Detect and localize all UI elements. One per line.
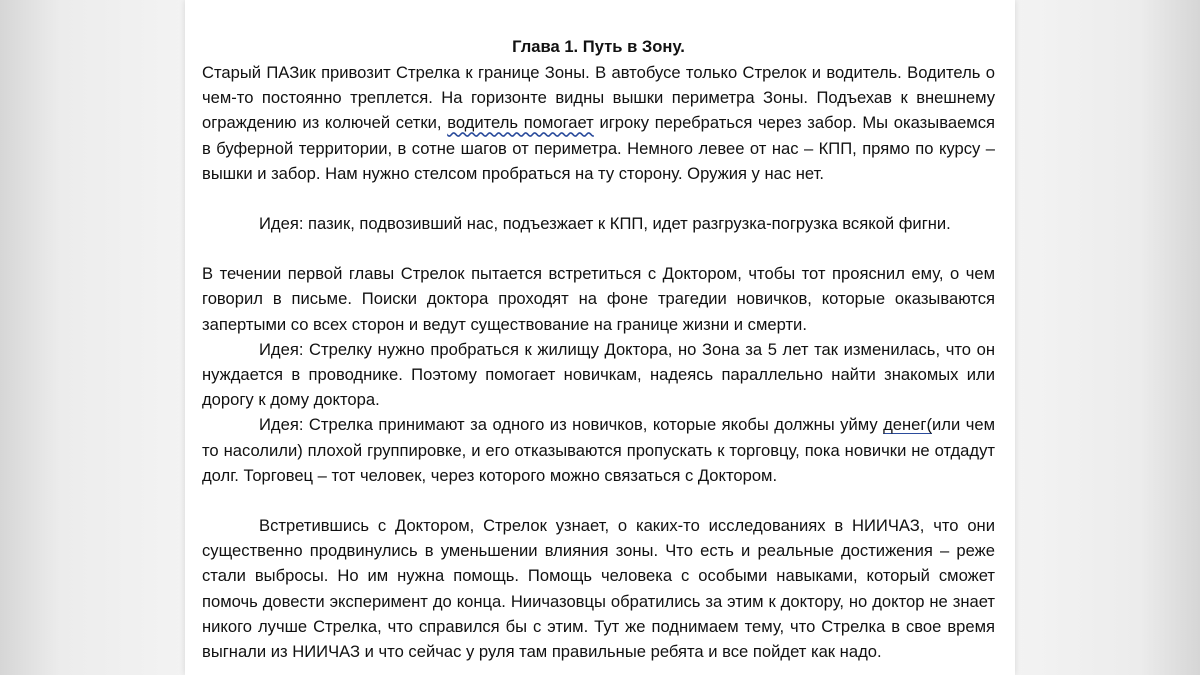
blank-line <box>202 236 995 261</box>
grammar-flag[interactable]: водитель помогает <box>447 113 594 133</box>
chapter-title: Глава 1. Путь в Зону. <box>512 37 685 56</box>
idea-3-text-end: или чем то насолили) плохой группировке, и его отказываются пропускать к торговцу, пока новички не отдадут долг. Торговец – тот человек, через которого можно связаться с Доктором. <box>202 415 995 485</box>
paragraph-intro-text-start: Старый ПАЗик привозит Стрелка к границе Зоны. В автобусе только Стрелок и водитель. Водитель о чем-то постоянно треплется. На горизонте видны вышки периметра Зоны. Подъехав к внешнему ограждению из колючей сетки, <box>202 63 995 133</box>
paragraph-niichaz: Встретившись с Доктором, Стрелок узнает, о каких-то исследованиях в НИИЧАЗ, что они существенно продвинулись в уменьшении влияния зоны. Что есть и реальные достижения – реже стали выбросы. Но им нужна помощь. Помощь человека с особыми навыками, который сможет помочь довести эксперимент до конца. Ниичазовцы обратились за этим к доктору, но доктор не знает никого лучше Стрелка, что справился бы с этим. Тут же поднимаем тему, что Стрелка в свое время выгнали из НИИЧАЗ и что сейчас у руля там правильные ребята и все пойдет как надо. <box>202 516 995 662</box>
idea-3-text-start: Идея: Стрелка принимают за одного из новичков, которые якобы должны уйму <box>259 415 884 435</box>
spelling-flag[interactable]: денег( <box>883 415 932 435</box>
paragraph-intro <box>202 60 995 186</box>
document-page <box>185 0 1015 675</box>
paragraph-doctor-search: В течении первой главы Стрелок пытается встретиться с Доктором, чтобы тот прояснил ему, о чем говорил в письме. Поиски доктора проходят на фоне трагедии новичков, которые оказываются запертыми со всех сторон и ведут существование на границе жизни и смерти. <box>202 264 995 334</box>
paragraph-intro-text-end: игроку перебраться через забор. Мы оказываемся в буферной территории, в сотне шагов от периметра. Немного левее от нас – КПП, прямо по курсу – вышки и забор. Нам нужно стелсом пробраться на ту сторону. Оружия у нас нет. <box>202 113 995 183</box>
idea-paragraph-3 <box>202 412 995 488</box>
blank-line <box>202 186 995 211</box>
blank-line <box>202 488 995 513</box>
idea-paragraph-1: Идея: пазик, подвозивший нас, подъезжает к КПП, идет разгрузка-погрузка всякой фигни. <box>259 214 951 234</box>
idea-paragraph-2: Идея: Стрелку нужно пробраться к жилищу Доктора, но Зона за 5 лет так изменилась, что он нуждается в проводнике. Поэтому помогает новичкам, надеясь параллельно найти знакомых или дорогу к дому доктора. <box>202 339 995 410</box>
